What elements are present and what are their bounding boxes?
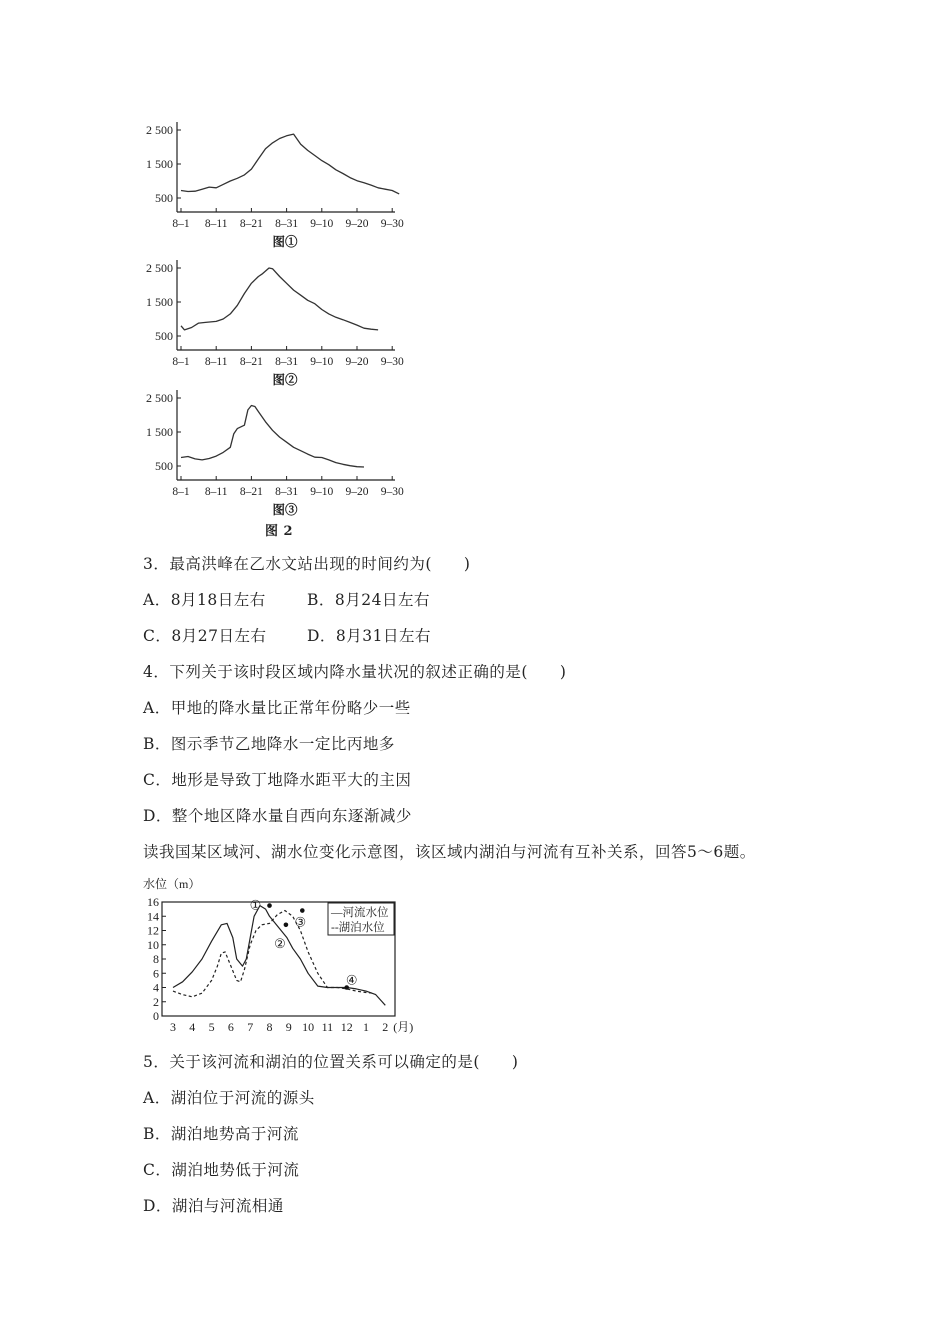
y-tick-label: 0 [153,1009,159,1023]
x-tick-label: 8–1 [172,486,190,498]
figure-title: 图③ [272,503,298,516]
x-tick-label: 11 [321,1020,334,1034]
x-tick-label: 5 [208,1020,215,1034]
x-tick-label: 9–10 [310,356,334,368]
x-tick-label: 9–20 [345,486,369,498]
x-tick-label: 9–30 [380,218,404,230]
y-tick-label: 1 500 [146,295,173,309]
x-tick-label: 8–11 [204,356,228,368]
y-tick-label: 2 500 [146,391,173,405]
option-a[interactable]: A．甲地的降水量比正常年份略少一些 [143,699,411,717]
x-tick-label: 4 [189,1020,196,1034]
x-tick-label: 8–21 [239,486,263,498]
figure-caption: 图 2 [265,524,294,539]
option-d[interactable]: D．8月31日左右 [307,627,432,645]
question-4-stem: 4．下列关于该时段区域内降水量状况的叙述正确的是( ) [143,663,567,681]
flood-chart-1 [130,120,410,258]
question-3-stem: 3．最高洪峰在乙水文站出现的时间约为( ) [143,555,471,573]
x-tick-label: 8–31 [275,486,299,498]
x-tick-label: 9 [285,1020,292,1034]
figure-title: 图① [272,235,298,249]
x-tick-label: 10 [302,1020,315,1034]
x-tick-label: 8–21 [239,218,263,230]
y-tick-label: 1 500 [146,157,173,171]
question-3-options-cd [143,624,431,646]
y-tick-label: 12 [147,923,159,938]
x-tick-label: 9–30 [380,356,404,368]
y-tick-label: 2 [153,994,159,1009]
y-tick-label: 8 [153,952,159,966]
flood-chart-2 [130,258,410,388]
x-tick-label: 9–30 [380,486,404,498]
y-tick-label: 2 500 [146,123,173,137]
y-tick-label: 2 500 [146,261,173,275]
flood-chart-3 [130,388,410,516]
marker-dot [267,903,272,908]
marker-dot [300,908,305,913]
option-c[interactable]: C．地形是导致丁地降水距平大的主因 [143,771,412,789]
y-tick-label: 14 [147,909,159,924]
option-a[interactable]: A．8月18日左右 [143,591,266,609]
legend-river: —河流水位 [331,907,389,919]
x-tick-label: 9–20 [345,218,369,230]
y-tick-label: 1 500 [146,425,173,439]
x-tick-label: 8–1 [172,218,190,230]
x-tick-label: 7 [247,1020,254,1034]
y-tick-label: 500 [155,459,173,473]
x-tick-label: 8–31 [275,356,299,368]
x-tick-label: 8–1 [172,356,190,368]
marker-label: ③ [294,914,307,930]
option-b[interactable]: B．图示季节乙地降水一定比丙地多 [143,735,395,753]
x-tick-label: 8–21 [239,356,263,368]
marker-dot [284,923,289,928]
option-d[interactable]: D．整个地区降水量自西向东逐渐减少 [143,807,412,825]
x-tick-label: 3 [170,1020,176,1034]
x-tick-label: 9–10 [310,218,334,230]
x-tick-label: 8–11 [204,486,228,498]
x-tick-label: 8–11 [204,218,228,230]
option-a[interactable]: A．湖泊位于河流的源头 [143,1089,315,1107]
y-axis-title: 水位（m） [143,877,201,891]
x-tick-label: 9–20 [345,356,369,368]
marker-label: ④ [345,972,358,988]
question-3-options-ab [143,588,430,610]
water-level-chart [140,872,440,1034]
discharge-line [181,406,364,468]
option-d[interactable]: D．湖泊与河流相通 [143,1197,284,1215]
y-tick-label: 4 [153,980,159,995]
question-5-stem: 5．关于该河流和湖泊的位置关系可以确定的是( ) [143,1053,519,1071]
y-tick-label: 500 [155,329,173,343]
x-tick-label: 8 [266,1020,273,1034]
x-axis-unit: (月) [393,1020,414,1034]
x-tick-label: 2 [382,1020,389,1034]
x-tick-label: 9–10 [310,486,334,498]
x-tick-label: 12 [340,1020,353,1034]
x-tick-label: 8–31 [275,218,299,230]
x-tick-label: 1 [363,1020,369,1034]
figure-title: 图② [272,373,298,387]
option-b[interactable]: B．8月24日左右 [307,591,430,609]
legend-lake: --湖泊水位 [331,922,385,934]
marker-label: ② [274,935,286,951]
marker-label: ① [249,897,262,913]
discharge-line [181,268,378,330]
option-c[interactable]: C．8月27日左右 [143,627,267,645]
y-tick-label: 6 [153,966,159,981]
discharge-line [181,134,399,194]
x-tick-label: 6 [227,1020,234,1034]
y-tick-label: 500 [155,191,173,205]
reading-intro: 读我国某区域河、湖水位变化示意图，该区域内湖泊与河流有互补关系，回答5～6题。 [143,843,756,861]
option-b[interactable]: B．湖泊地势高于河流 [143,1125,299,1143]
y-tick-label: 10 [147,937,159,952]
y-tick-label: 16 [147,895,159,909]
option-c[interactable]: C．湖泊地势低于河流 [143,1161,300,1179]
